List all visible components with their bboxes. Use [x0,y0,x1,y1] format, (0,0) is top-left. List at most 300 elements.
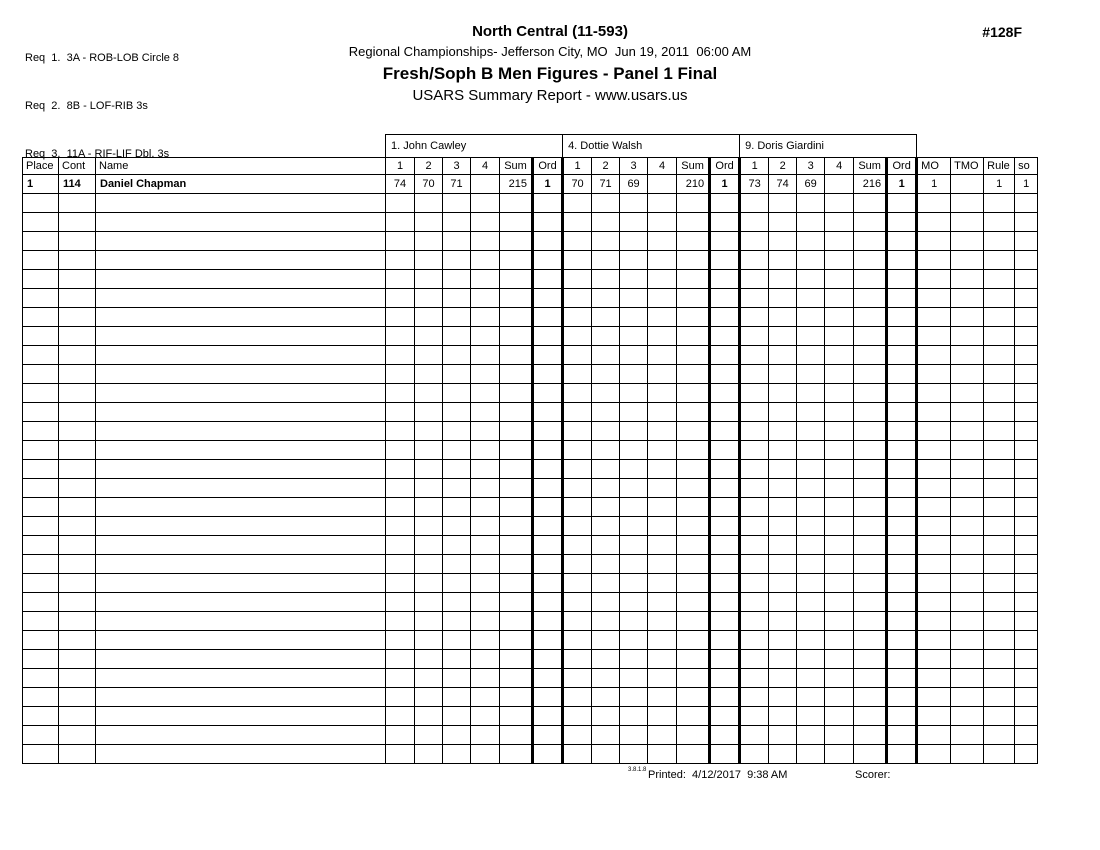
empty-row [23,517,1038,536]
judge-3-score-2-cell [769,441,797,460]
judge-1-score-3-cell [443,745,471,764]
rule-cell [984,631,1015,650]
judge-1-score-1-cell [386,745,415,764]
judge-3-sum-cell [854,593,887,612]
header-j1-1: 1 [386,158,415,175]
judge-1-score-1-cell [386,593,415,612]
judge-2-score-4-cell [648,460,677,479]
judge-1-sum-cell [500,365,533,384]
judge-1-score-2-cell [415,308,443,327]
judge-2-ordinal-cell [710,270,740,289]
judge-1-score-4-cell [471,574,500,593]
judge-2-score-4-cell [648,346,677,365]
skater-name-cell [96,650,386,669]
empty-row [23,574,1038,593]
so-cell [1015,555,1038,574]
judge-1-score-2-cell [415,251,443,270]
judge-2-score-2-cell [592,726,620,745]
judge-3-sum-cell [854,365,887,384]
judge-2-score-4-cell [648,384,677,403]
header-tmo: TMO [951,158,984,175]
judge-1-sum-cell [500,441,533,460]
place-cell [23,745,59,764]
judge-1-ordinal-cell [533,536,563,555]
judge-3-score-2-cell [769,289,797,308]
judge-1-name: 1. John Cawley [386,135,563,158]
results-table [22,134,1038,764]
judge-2-sum-cell [677,726,710,745]
judge-2-score-1-cell [563,745,592,764]
judge-3-sum-cell [854,460,887,479]
judge-2-score-2-cell [592,232,620,251]
skater-name-cell [96,346,386,365]
judge-3-score-3-cell [797,270,825,289]
skater-name-cell [96,707,386,726]
judge-2-score-2-cell [592,365,620,384]
judge-3-sum-cell [854,650,887,669]
judge-3-score-4-cell [825,270,854,289]
contestant-number-cell [59,194,96,213]
judge-2-score-2-cell [592,327,620,346]
mo-cell [917,574,951,593]
judge-3-score-2-cell [769,403,797,422]
judge-3-score-2-cell [769,213,797,232]
judge-3-score-2-cell [769,707,797,726]
empty-row [23,308,1038,327]
judge-1-score-4-cell [471,517,500,536]
tmo-cell [951,745,984,764]
contestant-number-cell [59,555,96,574]
empty-row [23,669,1038,688]
judge-3-score-1-cell [740,384,769,403]
judge-1-score-3-cell [443,194,471,213]
judge-1-score-4-cell [471,232,500,251]
so-cell [1015,232,1038,251]
judge-3-score-1-cell [740,669,769,688]
judge-3-ordinal-cell [887,593,917,612]
judge-2-score-4-cell [648,688,677,707]
judge-1-sum-cell [500,612,533,631]
judge-2-ordinal-cell [710,346,740,365]
judge-3-score-2-cell [769,270,797,289]
judge-2-sum-cell [677,745,710,764]
so-cell [1015,707,1038,726]
contestant-number-cell: 114 [59,175,96,194]
judge-3-sum-cell [854,213,887,232]
judge-1-score-2-cell [415,422,443,441]
mo-cell [917,460,951,479]
judge-1-score-1-cell [386,403,415,422]
judge-3-score-2-cell [769,726,797,745]
judge-1-score-2-cell: 70 [415,175,443,194]
tmo-cell [951,726,984,745]
judge-1-score-3-cell [443,346,471,365]
judge-2-ordinal-cell [710,213,740,232]
judge-3-ordinal-cell [887,308,917,327]
judge-3-ordinal-cell [887,574,917,593]
place-cell [23,308,59,327]
place-cell [23,593,59,612]
judge-2-score-3-cell [620,308,648,327]
contestant-number-cell [59,707,96,726]
judge-1-sum-cell [500,403,533,422]
tmo-cell [951,327,984,346]
judge-1-score-4-cell [471,460,500,479]
tmo-cell [951,289,984,308]
rule-cell [984,441,1015,460]
judge-1-score-2-cell [415,612,443,631]
judge-2-score-1-cell [563,498,592,517]
judge-2-score-4-cell [648,631,677,650]
skater-name-cell [96,194,386,213]
judge-3-score-2-cell [769,479,797,498]
judge-3-score-2-cell [769,308,797,327]
judge-2-sum-cell [677,555,710,574]
skater-name-cell [96,536,386,555]
tmo-cell [951,517,984,536]
judge-1-score-3-cell [443,688,471,707]
judge-2-ordinal-cell: 1 [710,175,740,194]
judge-1-sum-cell [500,479,533,498]
judge-2-ordinal-cell [710,232,740,251]
judge-2-score-4-cell [648,498,677,517]
judge-3-name: 9. Doris Giardini [740,135,917,158]
judge-3-score-3-cell [797,479,825,498]
judge-3-score-4-cell [825,669,854,688]
judge-1-score-3-cell [443,441,471,460]
so-cell [1015,460,1038,479]
judge-1-score-3-cell [443,251,471,270]
judge-2-score-4-cell [648,289,677,308]
judge-2-score-3-cell [620,517,648,536]
rule-cell [984,726,1015,745]
judge-1-score-2-cell [415,726,443,745]
judge-1-score-2-cell [415,365,443,384]
judge-3-score-2-cell: 74 [769,175,797,194]
judge-2-ordinal-cell [710,745,740,764]
place-cell [23,251,59,270]
judge-3-score-3-cell [797,707,825,726]
judge-1-sum-cell [500,194,533,213]
judge-2-score-4-cell [648,270,677,289]
judge-3-score-3-cell [797,422,825,441]
judge-2-score-3-cell [620,327,648,346]
judge-3-score-4-cell [825,726,854,745]
judge-3-sum-cell: 216 [854,175,887,194]
judge-1-score-3-cell [443,707,471,726]
judge-1-score-4-cell [471,422,500,441]
judge-3-score-3-cell [797,308,825,327]
empty-row [23,650,1038,669]
mo-cell [917,536,951,555]
judge-1-ordinal-cell [533,498,563,517]
tmo-cell [951,650,984,669]
title-block [0,22,1100,107]
mo-cell [917,441,951,460]
rule-cell [984,498,1015,517]
judge-1-score-4-cell [471,631,500,650]
contestant-number-cell [59,365,96,384]
empty-row [23,289,1038,308]
judge-2-score-4-cell [648,555,677,574]
tmo-cell [951,194,984,213]
judge-3-score-1-cell [740,403,769,422]
header-j2-4: 4 [648,158,677,175]
judge-2-sum-cell [677,460,710,479]
judge-1-score-1-cell [386,213,415,232]
judge-1-score-4-cell [471,650,500,669]
contestant-number-cell [59,346,96,365]
contestant-number-cell [59,726,96,745]
judge-3-score-2-cell [769,365,797,384]
judge-2-sum-cell [677,669,710,688]
judge-2-score-2-cell [592,517,620,536]
judge-2-sum-cell [677,194,710,213]
mo-cell: 1 [917,175,951,194]
skater-name-cell [96,232,386,251]
judge-1-score-4-cell [471,403,500,422]
judge-3-score-4-cell [825,479,854,498]
judge-1-score-4-cell [471,707,500,726]
judge-2-score-1-cell [563,707,592,726]
judge-1-score-1-cell [386,422,415,441]
header-j2-ord: Ord [710,158,740,175]
judge-3-sum-cell [854,327,887,346]
judge-3-score-3-cell [797,517,825,536]
judge-1-score-3-cell [443,270,471,289]
so-cell [1015,365,1038,384]
mo-cell [917,232,951,251]
judge-2-score-1-cell [563,669,592,688]
judge-1-score-3-cell [443,460,471,479]
judge-1-ordinal-cell [533,745,563,764]
empty-row [23,441,1038,460]
rule-cell [984,707,1015,726]
empty-row [23,593,1038,612]
judge-1-score-2-cell [415,688,443,707]
judge-1-score-2-cell [415,593,443,612]
judge-3-score-2-cell [769,688,797,707]
judge-2-ordinal-cell [710,707,740,726]
empty-row [23,460,1038,479]
judge-2-score-3-cell [620,346,648,365]
judge-1-sum-cell [500,745,533,764]
skater-name-cell [96,460,386,479]
judge-1-score-1-cell [386,232,415,251]
judge-3-ordinal-cell [887,479,917,498]
event-title: Fresh/Soph B Men Figures - Panel 1 Final [382,64,718,83]
tmo-cell [951,346,984,365]
judge-2-score-3-cell [620,365,648,384]
judge-1-score-1-cell [386,669,415,688]
judge-1-sum-cell [500,232,533,251]
skater-name-cell [96,498,386,517]
judge-1-ordinal-cell [533,289,563,308]
judge-1-sum-cell [500,308,533,327]
judge-3-score-3-cell [797,555,825,574]
judge-1-score-3-cell [443,612,471,631]
judge-2-score-3-cell [620,707,648,726]
judge-1-ordinal-cell [533,232,563,251]
judge-2-score-1-cell [563,365,592,384]
mo-cell [917,422,951,441]
judge-3-ordinal-cell [887,384,917,403]
place-cell [23,498,59,517]
judge-2-ordinal-cell [710,688,740,707]
place-cell [23,574,59,593]
judge-3-score-2-cell [769,232,797,251]
header-j2-sum: Sum [677,158,710,175]
rule-cell [984,460,1015,479]
judge-1-score-4-cell [471,327,500,346]
judge-1-score-4-cell [471,555,500,574]
rule-cell [984,384,1015,403]
judge-3-score-4-cell [825,631,854,650]
judge-1-score-3-cell [443,650,471,669]
judge-1-sum-cell [500,460,533,479]
judge-2-score-2-cell [592,650,620,669]
so-cell [1015,327,1038,346]
judge-3-score-3-cell [797,251,825,270]
judge-2-sum-cell [677,270,710,289]
judge-3-score-3-cell [797,745,825,764]
report-type: USARS Summary Report - www.usars.us [412,87,688,104]
judge-3-score-1-cell [740,441,769,460]
judge-1-score-1-cell [386,289,415,308]
judge-2-sum-cell [677,365,710,384]
judge-1-score-2-cell [415,460,443,479]
judge-1-score-1-cell [386,631,415,650]
rule-cell [984,479,1015,498]
judge-2-ordinal-cell [710,289,740,308]
judge-2-score-2-cell [592,289,620,308]
so-cell [1015,498,1038,517]
region-title: North Central (11-593) [472,23,628,40]
judge-1-sum-cell [500,536,533,555]
rule-cell [984,574,1015,593]
contestant-number-cell [59,479,96,498]
contestant-number-cell [59,593,96,612]
judge-3-score-4-cell [825,308,854,327]
tmo-cell [951,707,984,726]
judge-1-sum-cell [500,726,533,745]
judge-3-score-4-cell [825,650,854,669]
judge-2-score-4-cell [648,574,677,593]
judge-1-score-2-cell [415,479,443,498]
judge-3-score-1-cell [740,289,769,308]
skater-name-cell [96,289,386,308]
judge-3-score-1-cell [740,270,769,289]
empty-row [23,555,1038,574]
judge-3-sum-cell [854,251,887,270]
skater-name-cell [96,631,386,650]
judge-3-score-4-cell [825,460,854,479]
tmo-cell [951,384,984,403]
judge-2-score-3-cell [620,688,648,707]
judge-1-score-2-cell [415,403,443,422]
place-cell [23,213,59,232]
judge-1-score-3-cell [443,517,471,536]
tmo-cell [951,669,984,688]
header-j3-4: 4 [825,158,854,175]
judge-2-score-2-cell [592,631,620,650]
place-cell [23,536,59,555]
judge-3-ordinal-cell [887,688,917,707]
so-cell [1015,688,1038,707]
judge-2-score-1-cell [563,593,592,612]
judge-2-score-2-cell [592,669,620,688]
mo-cell [917,593,951,612]
judge-3-score-3-cell [797,384,825,403]
judge-2-score-2-cell [592,213,620,232]
printed-timestamp: Printed: 4/12/2017 9:38 AM [648,769,788,781]
judge-3-score-1-cell [740,726,769,745]
rule-cell [984,270,1015,289]
judge-2-sum-cell [677,574,710,593]
judge-3-score-2-cell [769,631,797,650]
requirement-1: Req 1. 3A - ROB-LOB Circle 8 [25,52,180,64]
judge-3-ordinal-cell [887,327,917,346]
tmo-cell [951,555,984,574]
footer [22,766,1038,784]
judge-2-ordinal-cell [710,498,740,517]
mo-cell [917,669,951,688]
judge-2-sum-cell [677,213,710,232]
judge-2-ordinal-cell [710,574,740,593]
judge-1-score-4-cell [471,175,500,194]
skater-name-cell [96,365,386,384]
contestant-number-cell [59,327,96,346]
judge-3-ordinal-cell [887,650,917,669]
judge-2-sum-cell [677,688,710,707]
judge-2-score-3-cell [620,460,648,479]
empty-row [23,270,1038,289]
judge-3-score-1-cell [740,688,769,707]
judge-2-ordinal-cell [710,251,740,270]
judge-1-score-4-cell [471,479,500,498]
judge-2-score-4-cell [648,403,677,422]
judge-3-ordinal-cell [887,517,917,536]
contestant-number-cell [59,308,96,327]
header-cont: Cont [59,158,96,175]
judge-1-score-2-cell [415,669,443,688]
judge-3-ordinal-cell [887,631,917,650]
mo-cell [917,498,951,517]
mo-cell [917,726,951,745]
judge-2-score-4-cell [648,441,677,460]
judge-2-score-4-cell [648,175,677,194]
mo-cell [917,631,951,650]
so-cell [1015,289,1038,308]
header-place: Place [23,158,59,175]
place-cell [23,403,59,422]
judge-3-score-4-cell [825,251,854,270]
judge-3-ordinal-cell [887,194,917,213]
judge-1-score-2-cell [415,441,443,460]
rule-cell [984,517,1015,536]
judge-1-score-2-cell [415,517,443,536]
judge-3-score-4-cell [825,422,854,441]
skater-name-cell [96,593,386,612]
judge-2-score-3-cell [620,422,648,441]
judge-2-score-3-cell [620,384,648,403]
judge-2-ordinal-cell [710,403,740,422]
judge-1-ordinal-cell [533,194,563,213]
judge-1-ordinal-cell [533,593,563,612]
rule-cell [984,650,1015,669]
place-cell: 1 [23,175,59,194]
mo-cell [917,289,951,308]
